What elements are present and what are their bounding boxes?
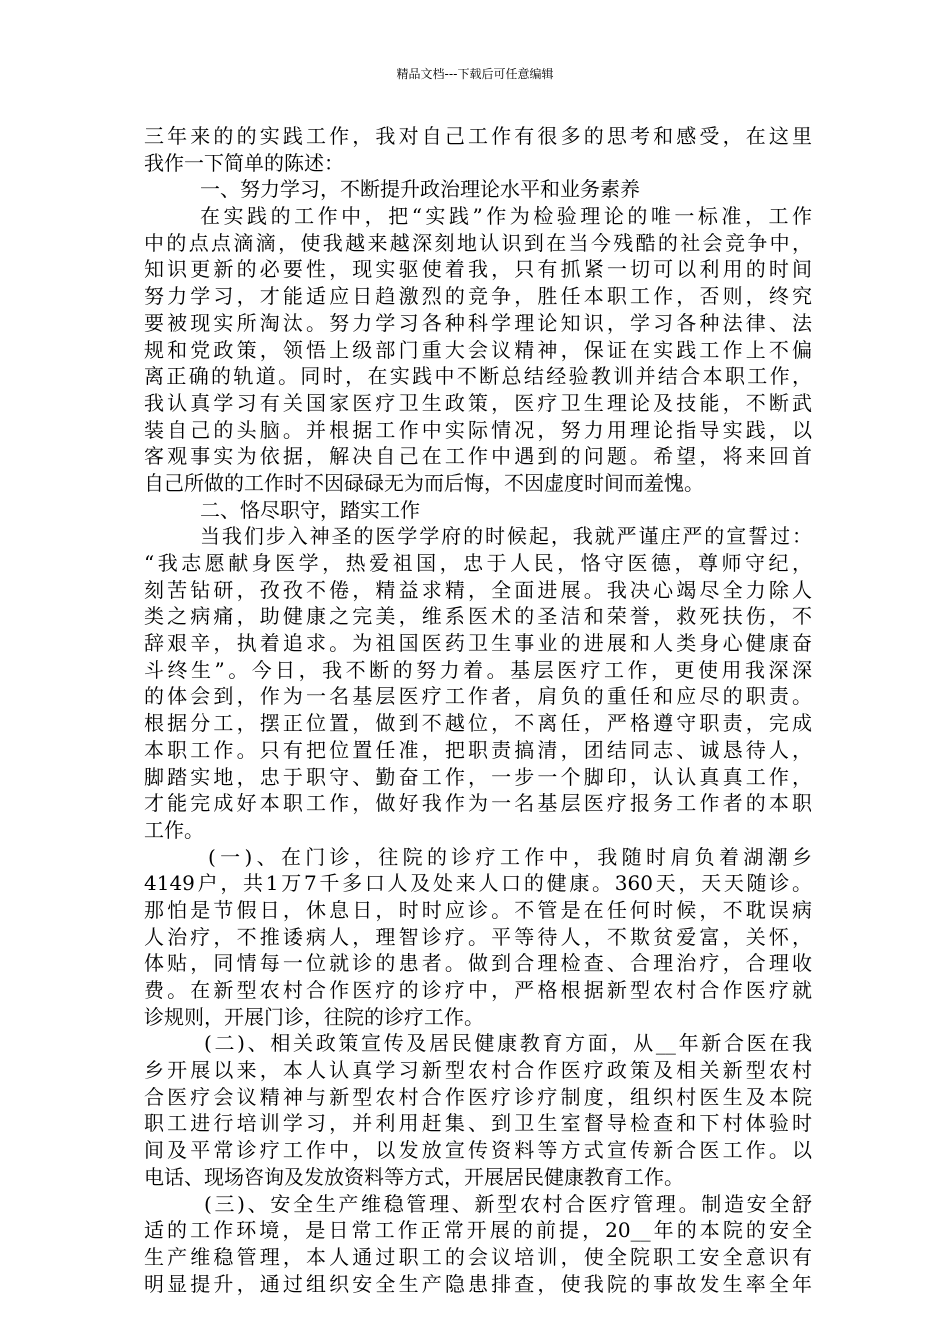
text-line: 类之病痛，助健康之完美，维系医术的圣洁和荣誉，救死扶伤，不 xyxy=(144,604,812,629)
text-line: 电话、现场咨询及发放资料等方式，开展居民健康教育工作。 xyxy=(144,1164,684,1189)
text-line: 在实践的工作中，把“实践”作为检验理论的唯一标准，工作 xyxy=(200,204,812,229)
text-line: 本职工作。只有把位置任准，把职责搞清，团结同志、诚恳待人， xyxy=(144,737,812,762)
text-line: 人治疗，不推诿病人，理智诊疗。平等待人，不欺贫爱富，关怀， xyxy=(144,924,812,949)
text-line: 我认真学习有关国家医疗卫生政策，医疗卫生理论及技能，不断武 xyxy=(144,390,812,415)
text-line: 三年来的的实践工作，我对自己工作有很多的思考和感受，在这里 xyxy=(144,124,812,148)
text-line: 诊规则，开展门诊，往院的诊疗工作。 xyxy=(144,1004,484,1029)
text-line: 一、努力学习，不断提升政治理论水平和业务素养 xyxy=(200,177,640,202)
text-line: 乡开展以来，本人认真学习新型农村合作医疗政策及相关新型农村 xyxy=(144,1058,812,1083)
text-line: 费。在新型农村合作医疗的诊疗中，严格根据新型农村合作医疗就 xyxy=(144,978,812,1002)
text-line: 明显提升，通过组织安全生产隐患排查，使我院的事故发生率全年 xyxy=(144,1271,812,1296)
text-line: “我志愿献身医学，热爱祖国，忠于人民，恪守医德，尊师守纪， xyxy=(144,551,812,575)
text-line: 二、恪尽职守，踏实工作 xyxy=(200,497,420,522)
text-line: 体贴，同情每一位就诊的患者。做到合理检查、合理治疗，合理收 xyxy=(144,951,812,976)
text-line: 适的工作环境，是日常工作正常开展的前提，20__年的本院的安全 xyxy=(144,1218,812,1243)
text-line: 离正确的轨道。同时，在实践中不断总结经验教训并结合本职工作， xyxy=(144,364,812,389)
text-line: 要被现实所淘汰。努力学习各种科学理论知识，学习各种法律、法 xyxy=(144,310,812,335)
text-line: 才能完成好本职工作，做好我作为一名基层医疗报务工作者的本职 xyxy=(144,791,812,816)
text-line: 的体会到，作为一名基层医疗工作者，肩负的重任和应尽的职责。 xyxy=(144,684,812,709)
text-line: 根据分工，摆正位置，做到不越位，不离任，严格遵守职责，完成 xyxy=(144,711,812,736)
text-line: 脚踏实地，忠于职守、勤奋工作，一步一个脚印，认认真真工作， xyxy=(144,764,812,789)
text-line: 间及平常诊疗工作中，以发放宣传资料等方式宣传新合医工作。以 xyxy=(144,1138,812,1163)
text-line: 4149户，共1万7千多口人及处来人口的健康。360天，天天随诊。 xyxy=(144,871,812,896)
document-body xyxy=(144,123,812,1297)
text-line: 合医疗会议精神与新型农村合作医疗诊疗制度，组织村医生及本院 xyxy=(144,1084,812,1109)
text-line: (一)、在门诊，往院的诊疗工作中，我随时肩负着湖潮乡 xyxy=(208,844,812,869)
text-line: 工作。 xyxy=(144,817,204,842)
text-line: 装自己的头脑。并根据工作中实际情况，努力用理论指导实践，以 xyxy=(144,417,812,442)
text-line: 那怕是节假日，休息日，时时应诊。不管是在任何时候，不耽误病 xyxy=(144,897,812,922)
text-line: 职工进行培训学习，并利用赶集、到卫生室督导检查和下村体验时 xyxy=(144,1111,812,1136)
text-line: 自己所做的工作时不因碌碌无为而后悔，不因虚度时间而羞愧。 xyxy=(144,470,704,495)
text-line: 中的点点滴滴，使我越来越深刻地认识到在当今残酷的社会竞争中， xyxy=(144,230,812,255)
page-header: 精品文档---下载后可任意编辑 xyxy=(396,67,554,81)
text-line: 知识更新的必要性，现实驱使着我，只有抓紧一切可以利用的时间 xyxy=(144,257,812,282)
text-line: 辞艰辛，执着追求。为祖国医药卫生事业的进展和人类身心健康奋 xyxy=(144,631,812,656)
text-line: 生产维稳管理，本人通过职工的会议培训，使全院职工安全意识有 xyxy=(144,1244,812,1269)
text-line: (二)、相关政策宣传及居民健康教育方面，从__年新合医在我 xyxy=(204,1031,812,1056)
text-line: (三)、安全生产维稳管理、新型农村合医疗管理。制造安全舒 xyxy=(204,1191,812,1216)
text-line: 努力学习，才能适应日趋激烈的竞争，胜任本职工作，否则，终究 xyxy=(144,284,812,309)
text-line: 客观事实为依据，解决自己在工作中遇到的问题。希望，将来回首 xyxy=(144,444,812,469)
text-line: 刻苦钻研，孜孜不倦，精益求精，全面进展。我决心竭尽全力除人 xyxy=(144,577,812,602)
text-line: 当我们步入神圣的医学学府的时候起，我就严谨庄严的宣誓过： xyxy=(200,524,812,549)
text-line: 我作一下简单的陈述： xyxy=(144,150,344,175)
text-line: 规和党政策，领悟上级部门重大会议精神，保证在实践工作上不偏 xyxy=(144,337,812,362)
text-line: 斗终生”。今日，我不断的努力着。基层医疗工作，更使用我深深 xyxy=(144,657,812,682)
